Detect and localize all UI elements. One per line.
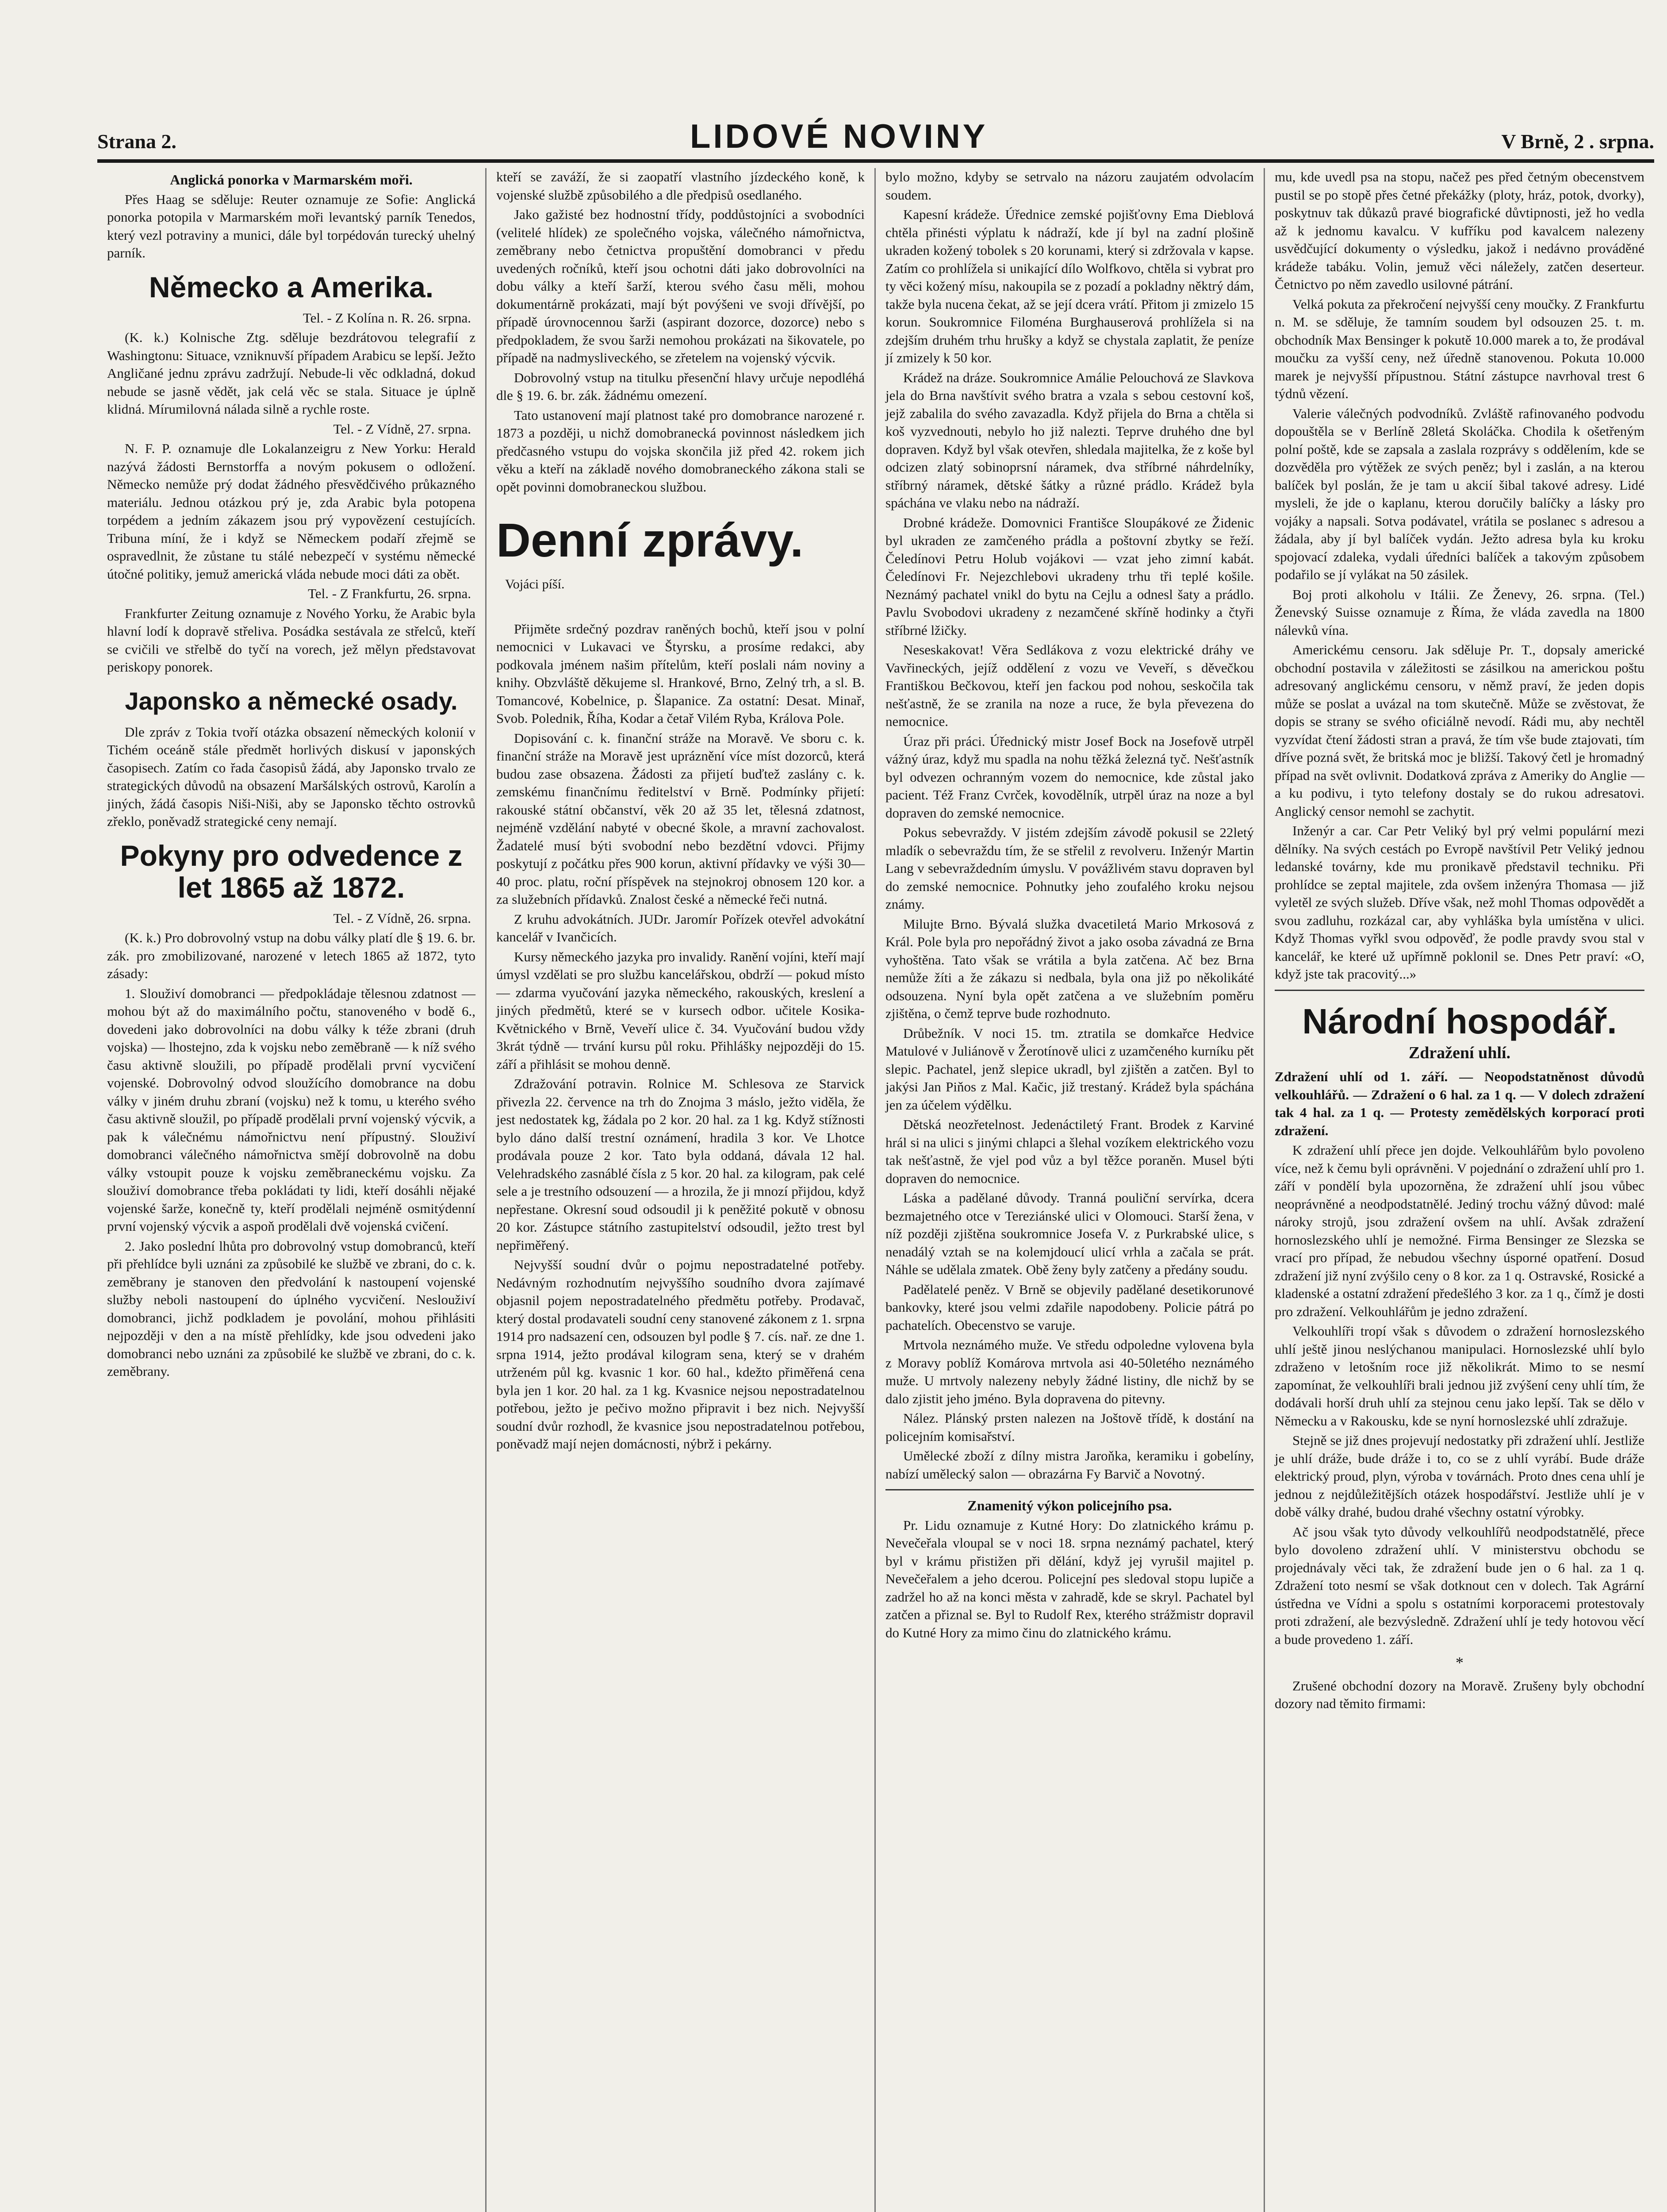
article-paragraph: Drobné krádeže. Domovnici Františce Sloupákové ze Židenic byl ukraden ze zamčeného prádla a poštovní zbytky se řeží. Čeledínovi Petru Holub vojákovi — vzat jeho zimní kabát. Čeledínovi Fr. Nejezchlebovi ukradeny trhu tři teplé košile. Neznámý pachatel vnikl do bytu na Cejlu a odnesl šaty a prádlo. Pavlu Svobodovi ukradeny z nezamčené skříně hodinky a čtyři stříbrné lžičky. <box>885 515 1254 638</box>
masthead <box>97 111 1654 163</box>
article-paragraph: Nález. Plánský prsten nalezen na Joštově třídě, k dostání na policejním komisařství. <box>885 1410 1254 1444</box>
article-paragraph: Inženýr a car. Car Petr Veliký byl prý velmi populární mezi dělníky. Na svých cestách po Evropě navštívil Petr Veliký jednou ledanské továrny, kde mu pronikavě představil techniku. Při prohlídce se zeptal majitele, zda ovšem inženýra Thomasa — již vyletěl ze svých služeb. Dříve však, než mohl Thomas odpovědět a svou zadluhu, rozkázal car, aby vyhláška byla umístěna v ulici. Když Thomas vyřkl svou odpověď, že podle pravdy svou stal v kancelář, ke které už upřímně poklonil se. Dnes Petr praví: «O, když jste tak pracovitý...» <box>1275 823 1644 982</box>
article-paragraph: Dobrovolný vstup na titulku přesenční hlavy určuje nepodléhá dle § 19. 6. br. zák. žádnému omezení. <box>496 369 865 403</box>
article-paragraph: Stejně se již dnes projevují nedostatky při zdražení uhlí. Jestliže je uhlí dráže, bude dráže i to, co se z uhlí vyrábí. Bude dráže elektrický proud, plyn, výroba v továrnách. Proto dnes cena uhlí je jednou z nejdůležitějších otázek hospodářství. Jestliže uhlí je v době války drahé, budou drahé všechny ostatní výrobky. <box>1275 1432 1644 1520</box>
issue-date: V Brně, 2 . srpna. <box>1501 130 1654 153</box>
separator-star: * <box>1456 1654 1464 1671</box>
column-4 <box>1265 168 1654 2212</box>
article-paragraph: mu, kde uvedl psa na stopu, načež pes před četným obecenstvem pustil se po stopě přes četné překážky (ploty, hráz, potok, dvorky), poskytnuv tak důkazů pravé biografické důvtipnosti, jež ho vedla až k jednomu kavalcu. V kufříku pod kavalcem nalezeny usvědčující dokumenty o výsledku, jakož i nedávno prováděné krádeže tabáku. Volin, jemuž věci náležely, zatčen deserteur. Četnictvo po něm zavedlo usilovné pátrání. <box>1275 169 1644 292</box>
article-paragraph: Valerie válečných podvodníků. Zvláště rafinovaného podvodu dopouštěla se v Berlíně 28letá Skoláčka. Chodila k ošetřeným polní poště, kde se zapsala a zaslala rozprávy s oddělením, kde se dozvěděla pro výtěžek ze svých peněz; byl i zaslán, a na kterou balíček byl poslán, že je tam u akcií šibal takové adresy. Lidé mysleli, že jde o kaplanu, kterou doručily balíčky a lásky pro vojáky a napsali. Sotva podávatel, vrátila se poslanec s adresou a žádala, aby jí byl balíček vydán. Ježto adresa byla ku kroku spojovací zdaleka, vydali úředníci balíček a takovým způsobem podařilo se jí vylákat na 50 zásilek. <box>1275 405 1644 582</box>
article-paragraph: Dopisování c. k. finanční stráže na Moravě. Ve sboru c. k. finanční stráže na Moravě jest upráznění více míst dozorců, která budou zase obsazena. Žádosti za přijetí buďtež zaslány c. k. zemskému finančnímu ředitelství v Brně. Podmínky přijetí: rakouské státní občanství, věk 20 až 35 let, tělesná zdatnost, nejméně vzdělání nabyté v obecné škole, a mravní zachovalost. Žadatelé musí býti svobodní nebo bezdětní vdovci. Přijmy poskytují z počátku přes 900 korun, aktivní přídavky ve výši 30—40 proc. platu, roční příspěvek na stejnokroj obnosem 120 kor. a za služebních přídavků. Znalost české a německé řeči nutná. <box>496 730 865 907</box>
section-headline: Národní hospodář. <box>1302 1001 1617 1041</box>
article-paragraph: Zrušené obchodní dozory na Moravě. Zrušeny byly obchodní dozory nad těmito firmami: <box>1275 1678 1644 1711</box>
article-paragraph: Tato ustanovení mají platnost také pro domobrance narozené r. 1873 a později, u nichž domobranecká povinnost následkem jich předčasného vstupu do vojska skončila již před 42. rokem jich věku a kteří na základě nového domobraneckého zákona stali se opět povinni domobraneckou službou. <box>496 407 865 495</box>
article-paragraph: Zdražování potravin. Rolnice M. Schlesova ze Starvick přivezla 22. července na trh do Znojma 3 máslo, ježto viděla, že jest nedostatek kg, žádala po 2 kor. 20 hal. za 1 kg. Když stížnosti bylo dáno další trestní oznámení, hradila 3 kor. Ve Lhotce prodávala pouze 2 kor. Tato byla oddaná, dávala 12 hal. Velehradského zasnáblé čísla z 5 kor. 20 hal. za kilogram, pak celé sele a je trestního odsouzení — a hrozila, že ji mnozí přijdou, když nepřestane. Okresní soud odsoudil ji k peněžité pokutě v obnosu 20 kor. Zástupce státního zastupitelství odsoudil, ježto trest byl nepřiměřený. <box>496 1076 865 1253</box>
article-paragraph: 1. Slouživí domobranci — předpokládaje tělesnou zdatnost — mohou být až do maximálního počtu, stanoveného v bodě 6., dovedeni jako dobrovolníci na dobu války k téže zbrani (druh vojska) — lhostejno, zda k vojsku nebo zeměbraně — k níž svého času aktivně sloužili, po případě prodělali první vycvičení vojenské. Dobrovolný odvod sloužícího domobrance na dobu války v jiném druhu zbraní (vojsku) než k tomu, u kterého svého času aktivně sloužil, po případě prodělali první vojenský výcvik, a pak k válečnému námořnictvu není přípustný. Slouživí domobranci válečného námořnictva smějí dobrovolně na dobu války vstoupit pouze k vojsku zeměbraneckému vojsku. Za slouživí domobrance třeba pokládati ty lidi, kteří dosáhli nějaké vojenské šarže, konečně ty, kteří prodělali nejméně osmitýdenní první vojenský výcvik a aspoň prodělali dvě vojenská cvičení. <box>107 985 475 1234</box>
article-paragraph: Umělecké zboží z dílny mistra Jaroňka, keramiku i gobelíny, nabízí umělecký salon — obrazárna Fy Barvič a Novotný. <box>885 1448 1254 1482</box>
article-paragraph: (K. k.) Pro dobrovolný vstup na dobu války platí dle § 19. 6. br. zák. pro zmobilizované, narozené v letech 1865 až 1872, tyto zásady: <box>107 930 475 981</box>
section-headline: Německo a Amerika. <box>149 270 434 303</box>
article-paragraph: Ač jsou však tyto důvody velkouhlířů neodpodstatnělé, přece bylo dovoleno zdražení uhlí. V ministerstvu obchodu se projednávaly věci tak, že zdražení bude jen o 6 hal. za 1 q. Zdražení toto nesmí se však dotknout cen v dolech. Tak Agrární ústředna ve Vídni a spolu s ostatními korporacemi protestovaly proti zdražení, ale bezvýsledně. Zdražení uhlí je tedy hotovou věcí a bude provedeno 1. září. <box>1275 1524 1644 1647</box>
dateline: Tel. - Z Vídně, 26. srpna. <box>333 910 471 926</box>
dateline: Tel. - Z Kolína n. R. 26. srpna. <box>303 310 471 326</box>
article-paragraph: bylo možno, kdyby se setrvalo na názoru zaujatém odvolacím soudem. <box>885 169 1254 203</box>
article-paragraph: Milujte Brno. Bývalá služka dvacetiletá Mario Mrkosová z Král. Pole byla pro nepořádný život a jako osoba závadná ze Brna vyhoštěna. Tato však se vrátila a byla zatčena. Ač bez Brna nemůže žíti a že zákazu si nedbala, byla ona již po několikáté odsouzena. Nyní byla opět zatčena a ve služebním poměru zjištěna, o čemž teprve bude rozhodnuto. <box>885 916 1254 1021</box>
divider <box>1275 990 1644 991</box>
article-paragraph: Mrtvola neznámého muže. Ve středu odpoledne vylovena byla z Moravy poblíž Komárova mrtvola asi 40-50letého neznámého muže. U mrtvoly nalezeny nebyly žádné listiny, dle nichž by se dalo zjistit jeho jméno. Byla dopravena do pitevny. <box>885 1337 1254 1406</box>
section-headline: Japonsko a německé osady. <box>125 687 458 715</box>
newspaper-page <box>97 111 1654 2212</box>
article-paragraph: Velkouhlíři tropí však s důvodem o zdražení hornoslezského uhlí ještě jinou neslýchanou manipulaci. Hornoslezské uhlí bylo zdraženo v letošním roce již několikrát. Mimo to se nesmí zapomínat, že velkouhlíři brali jednou již zvýšení ceny uhlí tím, že dodávali horší druh uhlí za stejnou cenu jako lepší. Tak se dělo v Německu a v Rakousku, kde se nyní hornoslezské uhlí zdražuje. <box>1275 1323 1644 1429</box>
article-paragraph: Boj proti alkoholu v Itálii. Ze Ženevy, 26. srpna. (Tel.) Ženevský Suisse oznamuje z Říma, že vláda zavedla na 1800 nálevků vína. <box>1275 586 1644 638</box>
columns <box>97 168 1654 2212</box>
article-paragraph: K zdražení uhlí přece jen dojde. Velkouhlářům bylo povoleno více, než k čemu byli oprávněni. V pojednání o zdražení uhlí pro 1. září v pondělí byla upozorněna, že zdražení uhlí jsou vůbec neoprávněné a neodpodstatnělé. Jediný trochu vážný důvod: malé nároky strojů, jsou zdražení ovšem na uhlí. Avšak zdražení hornoslezského uhlí je nemožné. Firma Bensinger ze Slezska se vrací pro případ, že nebudou všechny úsporné opatření. Dosud zdražení již nyní zvýšilo ceny o 8 kor. za 1 q. Ostravské, Rosické a kladenské a ostatní zdražení předešlého 3 kor. za 1 q., čímž je dosti pro zdražení. Velkouhlářům je jedno zdražení. <box>1275 1142 1644 1319</box>
column-2 <box>487 168 876 2212</box>
column-3 <box>876 168 1265 2212</box>
article-headline: Znamenitý výkon policejního psa. <box>967 1498 1172 1513</box>
article-paragraph: Jako gažisté bez hodnostní třídy, poddůstojníci a svobodníci (velitelé hlídek) ze společného vojska, válečného námořnictva, zeměbrany nebo četnictva propuštění domobranci v předu uvedených ročníků, kteří jsou ochotni dáti jako dobrovolníci na dobu války a kteří šarží, kterou svého času měli, mohou dokumentárně prokázati, mají být povýšeni ve svoji dřívější, po případě úrovnocennou šarži (aspirant dozorce, dozorce) nebo s předpokladem, že svou šarži nemohou prokázati na šikovatele, po případě na nadmysliveckého, se zřetelem na vojenský výcvik. <box>496 207 865 365</box>
article-paragraph: kteří se zaváží, že si zaopatří vlastního jízdeckého koně, k vojenské službě způsobilého a dle předpisů osedlaného. <box>496 169 865 203</box>
article-paragraph: Z kruhu advokátních. JUDr. Jaromír Pořízek otevřel advokátní kancelář v Ivančicích. <box>496 911 865 945</box>
article-paragraph: Nejvyšší soudní dvůr o pojmu nepostradatelné potřeby. Nedávným rozhodnutím nejvyššího soudního dvora zajímavé objasnil pojem nepostradatelného předmětu potřeby. Prodavač, který dostal prodavateli soudní ceny stanovené zákonem z 1. srpna 1914 pro nadsazení cen, odsouzen byl podle § 7. cís. nař. ze dne 1. srpna 1914, ježto prodával kilogram sena, který se v drahém utrženém půl kg. kvasnic 1 kor. 60 hal., kdežto přiměřená cena byla jen 1 kor. 20 hal. za 1 kg. Kvasnice nejsou nepostradatelnou potřebou, ježto je pečivo možno připravit i bez nich. Nejvyšší soudní dvůr rozhodl, že kvasnice jsou nepostradatelnou potřebou, poněvadž mají nejen domácnosti, nýbrž i pekárny. <box>496 1257 865 1452</box>
article-paragraph: Drůbežník. V noci 15. tm. ztratila se domkařce Hedvice Matulové v Juliánově v Žerotínově ulici z uzamčeného kurníku pět slepic. Pachatel, jenž slepice ukradl, byl zjištěn a zatčen. Byl to jakýsi Jan Piňos z Mal. Kačic, již trestaný. Krádež byla spáchána jen za účelem výdělku. <box>885 1025 1254 1113</box>
article-paragraph: Přes Haag se sděluje: Reuter oznamuje ze Sofie: Anglická ponorka potopila v Marmarském moři levantský parník Tenedos, který vezl potraviny a munici, dále byl torpédován turecký uhelný parník. <box>107 191 475 261</box>
dateline: Tel. - Z Vídně, 27. srpna. <box>333 421 471 437</box>
article-paragraph: Přijměte srdečný pozdrav raněných bochů, kteří jsou v polní nemocnici v Lukavaci ve Štyrsku, a prosíme redakci, aby podkovala jménem našim přítelům, kteří poslali nám noviny a knihy. Obzvláště děkujeme sl. Hrankové, Brno, Zelný trh, a sl. B. Tomancové, Kobelnice, p. Šlapanice. Za ostatní: Desat. Minař, Svob. Polednik, Říha, Kodar a četař Vilém Ryba, Králova Pole. <box>496 621 865 726</box>
article-paragraph: Neseskakovat! Věra Sedlákova z vozu elektrické dráhy ve Vavřineckých, jejíž oddělení z vozu ve Veveří, s děvečkou Františkou Bečkovou, kteří jen fackou pod nohou, seskočila tak nešťastně, že se zranila na noze a ruce, že byla převezena do nemocnice. <box>885 642 1254 729</box>
article-paragraph: 2. Jako poslední lhůta pro dobrovolný vstup domobranců, kteří při přehlídce byli uznáni za způsobilé ke službě ve zbrani, do c. k. zeměbrany je stanoven den předvolání k nastoupení vojenské služby neboli nastoupení do úplného vycvičení. Neslouživí domobranci, jichž podkladem je povolání, mohou přihlásiti nejpozději v den a na místě přehlídky, kde jsou odvedeni jako domobranci nebo uznáni za způsobilé ke službě ve zbrani, do c. k. zeměbrany. <box>107 1238 475 1379</box>
article-paragraph: Láska a padělané důvody. Tranná pouliční servírka, dcera bezmajetného otce v Tereziánské ulici v Olomouci. Starší žena, v níž později zjištěna soukromnice Josefa V. z Purkrabské ulice, s nenadálý vztah se na kolemjdoucí ulicí vrhla a začala se prát. Náhle se udělala zmatek. Obě ženy byly zatčeny a předány soudu. <box>885 1190 1254 1277</box>
article-headline: Anglická ponorka v Marmarském moři. <box>170 172 413 188</box>
article-paragraph: N. F. P. oznamuje dle Lokalanzeigru z New Yorku: Herald nazývá žádosti Bernstorffa a novým pokusem o odložení. Německo nemůže prý dodat žádného přesvědčivého průkazného materiálu. Jednou otázkou prý je, zda Arabic byla potopena torpédem a jedním zákazem jsou prý vypovězení cestujících. Tribuna míní, že i když se Německem podaří zřejmě se ospravedlnit, že zůstane tu stálé nebezpečí v systému německé útočné politiky, jemuž americká vláda nebude moci dáti za obět. <box>107 441 475 582</box>
article-summary: Zdražení uhlí od 1. září. — Neopodstatněnost důvodů velkouhlářů. — Zdražení o 6 hal. za 1 q. — V dolech zdražení tak 4 hal. za 1 q. — Protesty zemědělských korporací proti zdražení. <box>1275 1069 1644 1138</box>
section-subheadline: Zdražení uhlí. <box>1408 1043 1511 1062</box>
section-headline: Pokyny pro odvedence z let 1865 až 1872. <box>120 839 463 904</box>
section-headline: Denní zprávy. <box>496 513 804 567</box>
column-1 <box>97 168 487 2212</box>
article-paragraph: Dle zpráv z Tokia tvoří otázka obsazení německých kolonií v Tichém oceáně stále předmět horlivých diskusí v japonských časopisech. Zatím co řada časopisů žádá, aby Japonsko trvalo ze strategických důvodů na obsazení Maršálských ostrovů, Karolín a jiných, žádá časopis Niši-Niši, aby se Japonsko těchto ostrovků zřeklo, poněvadž strategické ceny nemají. <box>107 724 475 829</box>
article-paragraph: (K. k.) Kolnische Ztg. sděluje bezdrátovou telegrafií z Washingtonu: Situace, vzniknuvší případem Arabicu se lepší. Ježto Angličané jednu zprávu zadržují. Nebude-li věc odkladná, dokud nebude se jasně vědět, jak celá věc se stala. Situace je úplně klidná. Mírumilovná nálada silně a rychle roste. <box>107 330 475 417</box>
newspaper-title: LIDOVÉ NOVINY <box>690 118 988 155</box>
dateline: Tel. - Z Frankfurtu, 26. srpna. <box>308 586 471 601</box>
article-paragraph: Pr. Lidu oznamuje z Kutné Hory: Do zlatnického krámu p. Nevečeřala vloupal se v noci 18. srpna neznámý pachatel, který byl v krámu přistižen při dělání, když jej vyrušil majitel p. Nevečeřalem a jeho dcerou. Policejní pes sledoval stopu lupiče a zadržel ho až na konci města v zahradě, kde se skryl. Pachatel byl zatčen a přiznal se. Byl to Rudolf Rex, kterého strážmistr dopravil do Kutné Hory za mimo činu do zlatnického krámu. <box>885 1517 1254 1640</box>
article-paragraph: Velká pokuta za překročení nejvyšší ceny moučky. Z Frankfurtu n. M. se sděluje, že tamním soudem byl odsouzen 25. t. m. obchodník Max Bensinger k pokutě 10.000 marek a to, že prodával moučku za vyšší ceny, než úředně stanovenou. Pokuta 10.000 marek je nejvyšší přípustnou. Státní zástupce navrhoval trest 6 týdnů vězení. <box>1275 296 1644 401</box>
article-paragraph: Pokus sebevraždy. V jistém zdejším závodě pokusil se 22letý mladík o sebevraždu tím, že se střelil z revolveru. Inženýr Martin Lang v sebevraždedním úmyslu. V povážlivém stavu dopraven byl do zemské nemocnice. Pohnutky jeho zoufalého kroku nejsou známy. <box>885 825 1254 912</box>
article-paragraph: Americkému censoru. Jak sděluje Pr. T., dopsaly americké obchodní postavila v záležitosti se zásilkou na americkou poštu adresovaný anglickému censoru, v němž praví, že jeden dopis může se poslat a uvázal na tom skutečně. Může se zvěstovat, že dopis se strany se svého oficiálně nevodí. Rádi mu, aby nechtěl vyzvídat čtení žádosti stran a pravá, že tím vše bude ztajovati, tím dříve pozná svět, že britská moc je bližší. Takový četl je hromadný případ na svět ovlivnit. Dodatková zpráva z Ameriky do Anglie — a ku podivu, i tyto telefony dostaly se do rukou adresatovi. Anglický censor nemohl se zachytit. <box>1275 642 1644 819</box>
subsection-label: Vojáci píší. <box>505 577 565 591</box>
page-number: Strana 2. <box>97 130 176 153</box>
divider <box>885 1489 1254 1490</box>
article-paragraph: Kursy německého jazyka pro invalidy. Ranění vojíni, kteří mají úmysl vzdělati se pro službu kancelářskou, obdrží — pokud místo — zdarma vyučování jazyka německého, rakouských, kreslení a jiných předmětů, které se v kursech odbor. učitele Kosika-Květnického v Brně, Veveří ulice č. 34. Vyučování budou vždy 3krát týdně — trvání kursu půl roku. Přihlášky nejpozději do 15. září a přihlásit se mohou denně. <box>496 949 865 1072</box>
article-paragraph: Frankfurter Zeitung oznamuje z Nového Yorku, že Arabic byla hlavní lodí k dopravě střeliva. Posádka sestávala ze střelců, kteří se cvičili ve střelbě do tyčí na vorech, jež mělyn představovat periskopy ponorek. <box>107 605 475 675</box>
article-paragraph: Dětská neozřetelnost. Jedenáctiletý Frant. Brodek z Karviné hrál si na ulici s jinými chlapci a šlehal vozíkem elektrického vozu tak nešťastně, že vjel pod vůz a byl těžce poraněn. Musel býti dopraven do nemocnice. <box>885 1117 1254 1186</box>
article-paragraph: Krádež na dráze. Soukromnice Amálie Pelouchová ze Slavkova jela do Brna navštívit svého bratra a vzala s sebou cestovní koš, jejž zabalila do svého zavazadla. Když přijela do Brna a chtěla si koš vyzvednouti, nebylo ho již nalezti. Teprve druhého dne byl dopraven. Když byl však otevřen, shledala majitelka, že z koše byl odcizen zlatý sobinoprsní náramek, dva stříbrné náhrdelníky, stříbrný náramek, dětské šátky a různé prádlo. Krádež byla spáchána ve vlaku nebo na nádraží. <box>885 369 1254 511</box>
article-paragraph: Padělatelé peněz. V Brně se objevily padělané desetikorunové bankovky, které jsou velmi zdařile napodobeny. Policie pátrá po pachatelích. Obecenstvo se varuje. <box>885 1281 1254 1333</box>
article-paragraph: Kapesní krádeže. Úřednice zemské pojišťovny Ema Dieblová chtěla přinésti výplatu k nádraží, kde jí byl na zadní plošině ukraden kožený tobolek s 20 korunami, který si zdržovala v kapse. Zatím co prohlížela si unikající dílo Wolfkovo, chtěla si vybrat pro ty věci kožený mísu, nakoupila se z pozadí a pokladny něktrý dám, takže byla nucena čekat, až se její dcera vrátí. Přitom ji zmizelo 15 korun. Soukromnice Filoména Burghauserová prohlížela si na zdejším druhém trhu hrušky a když se chystala zaplatit, že peníze jí zmizely k 50 kor. <box>885 207 1254 365</box>
article-paragraph: Úraz při práci. Úřednický mistr Josef Bock na Josefově utrpěl vážný úraz, když mu spadla na nohu těžká železná tyč. Nešťastník byl odvezen ochranným vozem do nemocnice, kde zůstal jako pacient. Též Franz Cvrček, kovodělník, utrpěl úraz na noze a byl dopraven do zemské nemocnice. <box>885 733 1254 821</box>
